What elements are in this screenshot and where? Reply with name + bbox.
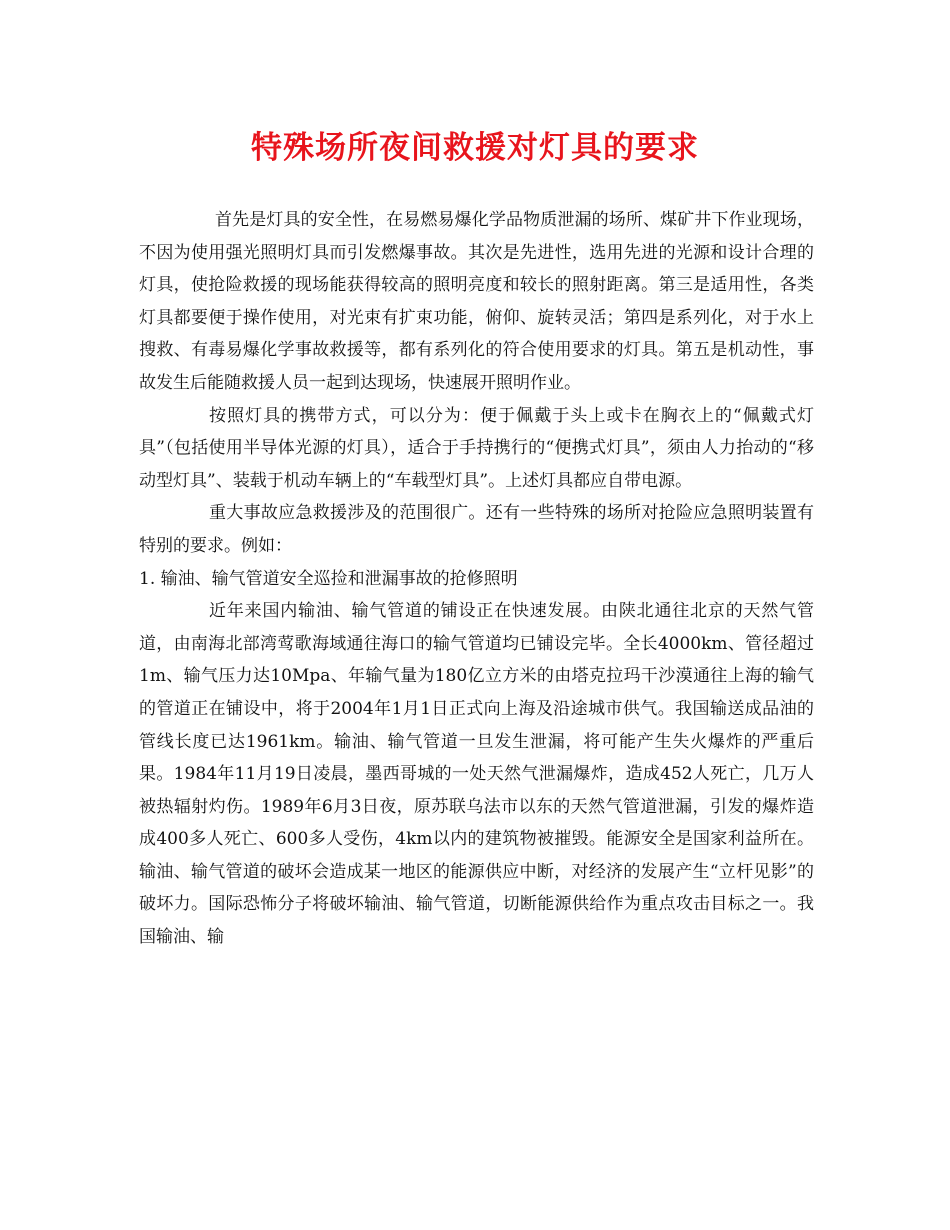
section-heading: 1. 输油、输气管道安全巡捡和泄漏事故的抢修照明 — [139, 568, 518, 589]
document-body — [139, 204, 814, 954]
paragraph-pipeline: 近年来国内输油、输气管道的铺设正在快速发展。由陕北通往北京的天然气管道，由南海北部湾莺歌海域通往海口的输气管道均已铺设完毕。全长4000km、管径超过1m、输气压力达10Mpa、年输气量为180亿立方米的由塔克拉玛干沙漠通往上海的输气的管道正在铺设中，将于2004年1月1日正式向上海及沿途城市供气。我国输送成品油的管线长度已达1961km。输油、输气管道一旦发生泄漏，将可能产生失火爆炸的严重后果。1984年11月19日凌晨，墨西哥城的一处天然气泄漏爆炸，造成452人死亡，几万人被热辐射灼伤。1989年6月3日夜，原苏联乌法市以东的天然气管道泄漏，引发的爆炸造成400多人死亡、600多人受伤，4km以内的建筑物被摧毁。能源安全是国家利益所在。输油、输气管道的破坏会造成某一地区的能源供应中断，对经济的发展产生“立杆见影”的破坏力。国际恐怖分子将破坏输油、输气管道，切断能源供给作为重点攻击目标之一。我国输油、输 — [139, 601, 814, 948]
page-title: 特殊场所夜间救援对灯具的要求 — [251, 130, 699, 166]
paragraph-carrying-methods: 按照灯具的携带方式，可以分为：便于佩戴于头上或卡在胸衣上的“佩戴式灯具”（包括使用半导体光源的灯具），适合于手持携行的“便携式灯具”，须由人力抬动的“移动型灯具”、装载于机动车辆上的“车载型灯具”。上述灯具都应自带电源。 — [139, 405, 814, 491]
paragraph-safety-requirements: 首先是灯具的安全性，在易燃易爆化学品物质泄漏的场所、煤矿井下作业现场，不因为使用强光照明灯具而引发燃爆事故。其次是先进性，选用先进的光源和设计合理的灯具，使抢险救援的现场能获得较高的照明亮度和较长的照射距离。第三是适用性，各类灯具都要便于操作使用，对光束有扩束功能，俯仰、旋转灵活；第四是系列化，对于水上搜救、有毒易爆化学事故救援等，都有系列化的符合使用要求的灯具。第五是机动性，事故发生后能随救援人员一起到达现场，快速展开照明作业。 — [139, 210, 814, 393]
paragraph-special-places: 重大事故应急救援涉及的范围很广。还有一些特殊的场所对抢险应急照明装置有特别的要求。例如： — [139, 503, 814, 556]
